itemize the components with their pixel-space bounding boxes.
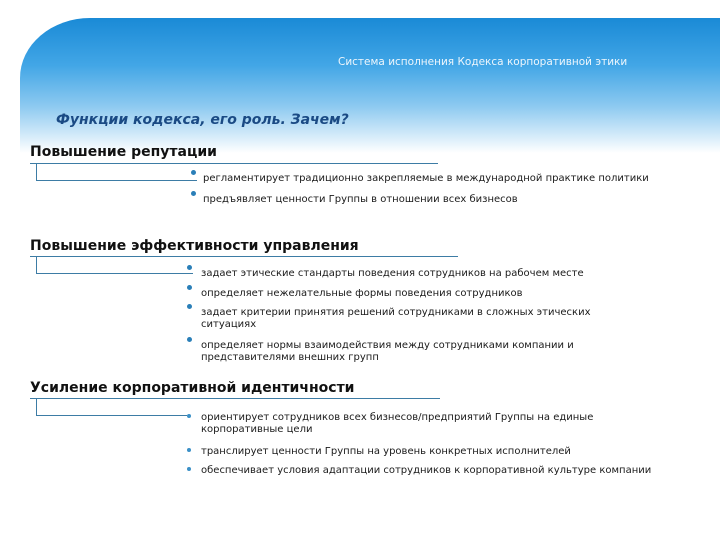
bullet-dot	[187, 285, 192, 290]
header-banner	[20, 18, 720, 153]
bullet-dot	[187, 265, 192, 270]
bullet-dot	[187, 414, 191, 418]
list-item: задает критерии принятия решений сотрудниками в сложных этических ситуациях	[201, 307, 591, 330]
section-bracket	[36, 163, 197, 181]
section-title-identity: Усиление корпоративной идентичности	[30, 380, 355, 396]
list-item: определяет нежелательные формы поведения сотрудников	[201, 288, 523, 299]
list-item: регламентирует традиционно закрепляемые в международной практике политики	[203, 173, 649, 184]
list-item: ориентирует сотрудников всех бизнесов/предприятий Группы на единые корпоративные цели	[201, 412, 594, 435]
bullet-dot	[187, 337, 192, 342]
bullet-dot	[187, 467, 191, 471]
banner-title: Система исполнения Кодекса корпоративной этики	[338, 56, 628, 68]
section-title-efficiency: Повышение эффективности управления	[30, 238, 359, 254]
bullet-dot	[191, 170, 196, 175]
list-item: задает этические стандарты поведения сотрудников на рабочем месте	[201, 268, 584, 279]
list-item: определяет нормы взаимодействия между сотрудниками компании и представителями внешних групп	[201, 340, 574, 363]
list-item: обеспечивает условия адаптации сотрудников к корпоративной культуре компании	[201, 465, 652, 476]
section-bracket	[36, 256, 193, 274]
bullet-dot	[191, 191, 196, 196]
section-title-reputation: Повышение репутации	[30, 144, 217, 160]
section-bracket	[36, 398, 187, 416]
list-item: предъявляет ценности Группы в отношении всех бизнесов	[203, 194, 518, 205]
bullet-dot	[187, 448, 191, 452]
bullet-dot	[187, 304, 192, 309]
slide-subtitle: Функции кодекса, его роль. Зачем?	[56, 112, 349, 128]
list-item: транслирует ценности Группы на уровень конкретных исполнителей	[201, 446, 571, 457]
